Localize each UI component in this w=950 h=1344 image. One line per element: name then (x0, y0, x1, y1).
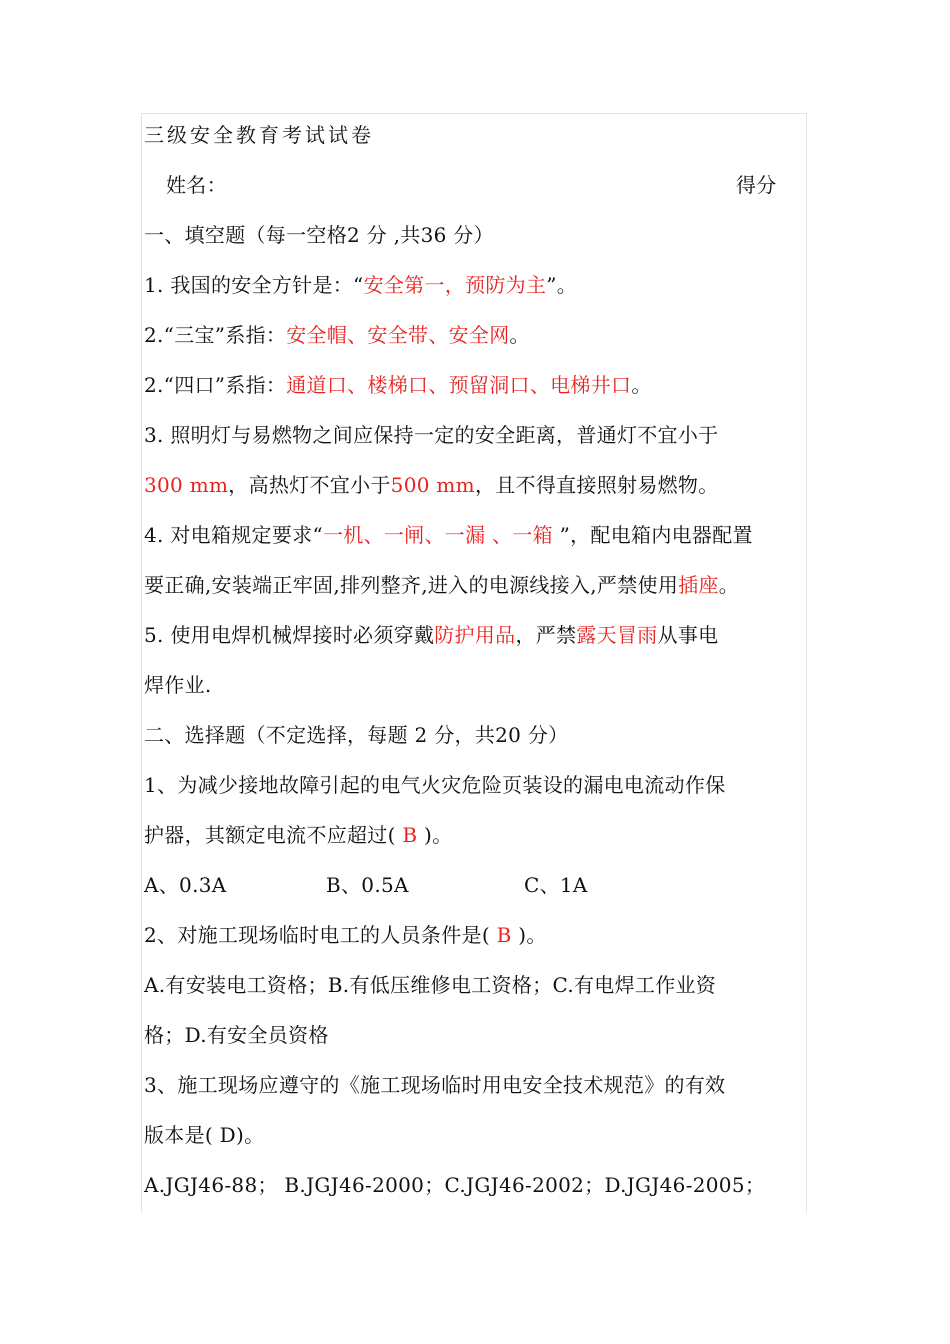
question-tail: 。 (509, 323, 530, 347)
option-c: C、1A (524, 873, 588, 897)
section2-heading: 二、选择题（不定选择，每题 2 分，共20 分） (144, 723, 569, 747)
name-label: 姓名： (166, 173, 227, 197)
question-text: 要正确,安装端正牢固,排列整齐,进入的电源线接入,严禁使用 (144, 573, 679, 597)
question-1 (144, 271, 812, 299)
question-tail: 。 (718, 573, 740, 597)
answer: 安全第一，预防为主 (363, 273, 547, 297)
question-text: 2、对施工现场临时电工的人员条件是( (144, 923, 490, 947)
question-text: 4. 对电箱规定要求“ (144, 523, 323, 547)
question-text: ，高热灯不宜小于 (228, 473, 391, 497)
question-2a (144, 321, 812, 349)
choice-2-line1 (144, 921, 812, 949)
choice-3-options: A.JGJ46-88； B.JGJ46-2000；C.JGJ46-2002；D.JGJ46-2005； (144, 1173, 766, 1197)
question-text: 1. 我国的安全方针是：“ (144, 273, 364, 297)
question-text: 2.“三宝”系指： (144, 323, 287, 347)
question-2b (144, 371, 812, 399)
answer: 500 mm (390, 473, 475, 497)
question-text: 5. 使用电焊机械焊接时必须穿戴 (144, 623, 435, 647)
question-3-line1: 3. 照明灯与易燃物之间应保持一定的安全距离，普通灯不宜小于 (144, 423, 719, 447)
answer: 一机、一闸、一漏 、一箱 (322, 523, 553, 547)
name-score-row (144, 171, 812, 199)
question-text: 2.“四口”系指： (144, 373, 287, 397)
question-text: ，严禁 (515, 623, 577, 647)
question-text: 护器，其额定电流不应超过( (144, 823, 396, 847)
question-text: ”，配电箱内电器配置 (552, 523, 753, 547)
choice-3-line1: 3、施工现场应遵守的《施工现场临时用电安全技术规范》的有效 (144, 1073, 726, 1097)
question-tail: )。 (518, 923, 547, 947)
choice-2-options-line1: A.有安装电工资格；B.有低压维修电工资格；C.有电焊工作业资 (144, 973, 717, 997)
question-tail: ”。 (546, 273, 578, 297)
answer: 安全帽、安全带、安全网 (286, 323, 510, 347)
question-5-line1 (144, 621, 812, 649)
section1-heading: 一、填空题（每一空格2 分 ,共36 分） (144, 223, 494, 247)
question-5-line2: 焊作业. (144, 673, 212, 697)
choice-2-options-line2: 格；D.有安全员资格 (144, 1023, 329, 1047)
answer: 露天冒雨 (576, 623, 658, 647)
question-tail: 。 (631, 373, 652, 397)
option-a: A、0.3A (144, 873, 227, 897)
answer: B (489, 923, 519, 947)
question-tail: ，且不得直接照射易燃物。 (474, 473, 719, 497)
question-4-line2 (144, 571, 812, 599)
answer: 插座 (678, 573, 719, 597)
choice-1-line2 (144, 821, 812, 849)
question-tail: )。 (424, 823, 453, 847)
choice-1-line1: 1、为减少接地故障引起的电气火灾危险页装设的漏电电流动作保 (144, 773, 726, 797)
question-3-line2 (144, 471, 812, 499)
answer: 防护用品 (434, 623, 516, 647)
answer: B (395, 823, 425, 847)
score-label: 得分 (736, 173, 777, 197)
answer: 300 mm (144, 473, 229, 497)
answer: 通道口、楼梯口、预留洞口、电梯井口 (286, 373, 632, 397)
choice-1-options (144, 871, 812, 899)
option-b: B、0.5A (326, 873, 409, 897)
choice-3-line2: 版本是( D)。 (144, 1123, 265, 1147)
exam-title: 三级安全教育考试试卷 (144, 123, 374, 147)
question-4-line1 (144, 521, 812, 549)
question-tail: 从事电 (657, 623, 719, 647)
